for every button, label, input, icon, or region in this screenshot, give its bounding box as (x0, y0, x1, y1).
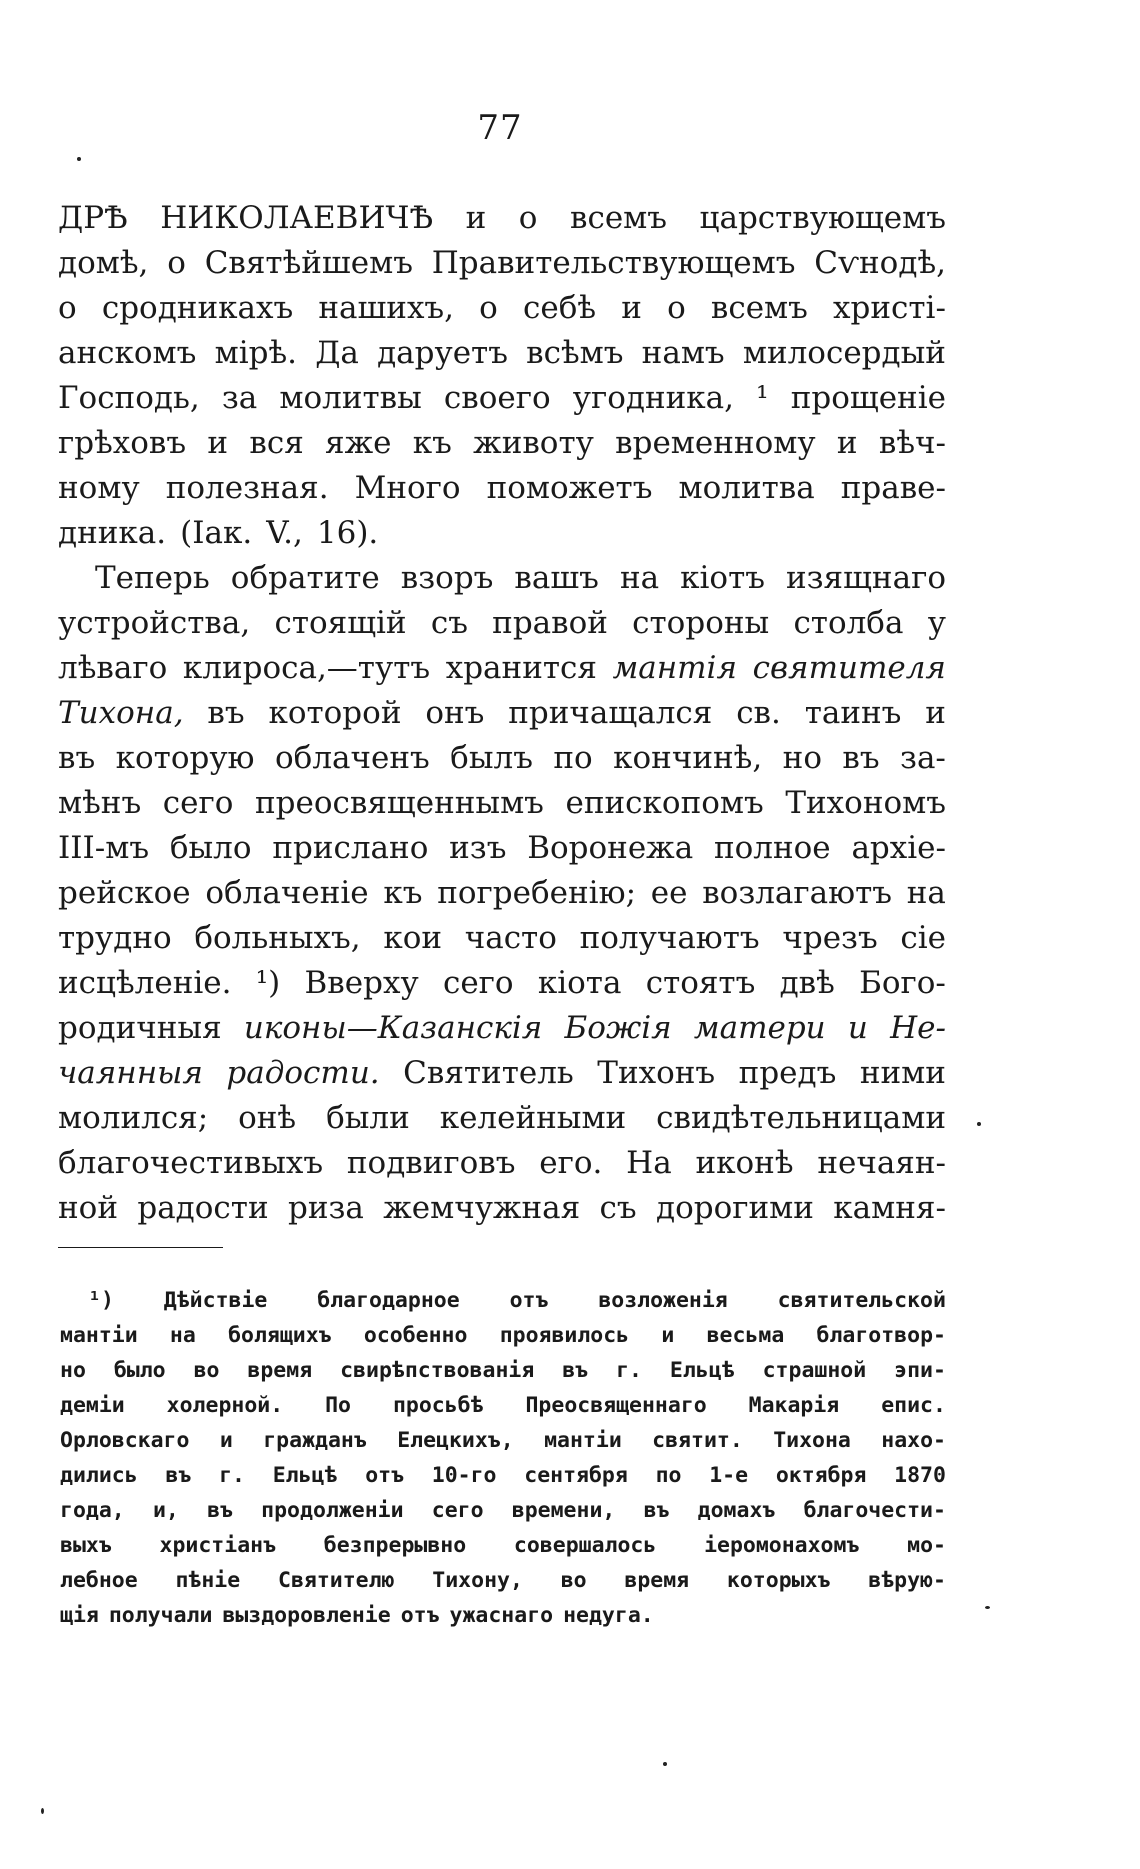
word: вашъ (514, 560, 599, 596)
word: времени, (511, 1498, 616, 1523)
word: безпрерывно (323, 1533, 467, 1558)
word: Святѣйшемъ (204, 245, 413, 281)
word: кои (383, 920, 443, 956)
word: недуга. (563, 1603, 654, 1628)
word: Сѵнодѣ, (814, 245, 946, 281)
word: домѣ, (58, 245, 149, 281)
word: двѣ (779, 965, 835, 1001)
word: Елецкихъ, (397, 1428, 514, 1453)
word: всемъ (710, 290, 808, 326)
word: за (221, 380, 258, 416)
footnote-line (60, 1563, 946, 1598)
word: Божія (564, 1010, 672, 1046)
word: благотвор- (816, 1323, 946, 1348)
word: отъ (400, 1603, 440, 1628)
word: мѣнъ (58, 785, 142, 821)
word: которой (268, 695, 402, 731)
scan-speck (41, 1808, 44, 1814)
word: полное (713, 830, 831, 866)
word: дились (60, 1463, 138, 1488)
word: иконы—Казанскія (243, 1010, 543, 1046)
word: на (169, 1323, 196, 1348)
footnote-line (60, 1493, 946, 1528)
scan-speck (977, 1122, 981, 1126)
word: 1-е (709, 1463, 749, 1488)
word: чаянныя (58, 1055, 203, 1091)
word: благодарное (317, 1288, 460, 1313)
word: жемчужная (383, 1190, 581, 1226)
text-line (58, 466, 946, 511)
word: въ (842, 740, 880, 776)
word: благочести- (803, 1498, 946, 1523)
word: нашихъ, (318, 290, 455, 326)
word: Орловскаго (60, 1428, 190, 1453)
word: нахо- (881, 1428, 946, 1453)
text-line (58, 1141, 946, 1186)
word: и (219, 1428, 233, 1453)
word: и (836, 425, 858, 461)
word: іеромонахомъ (704, 1533, 860, 1558)
word: 10-го (431, 1463, 497, 1488)
word: домахъ (697, 1498, 776, 1523)
word: св. (736, 695, 781, 731)
word: сего (162, 785, 234, 821)
word: за- (900, 740, 946, 776)
text-line (58, 1006, 946, 1051)
word: молитва (678, 470, 815, 506)
word: ужаснаго (449, 1603, 554, 1628)
word: даруетъ (377, 335, 508, 371)
word: временному (615, 425, 816, 461)
word: но (60, 1358, 86, 1383)
word: молитвы (279, 380, 422, 416)
word: таинъ (804, 695, 902, 731)
word: былъ (450, 740, 533, 776)
word: вѣч- (878, 425, 946, 461)
footnote-line (60, 1528, 946, 1563)
word: страшной (762, 1358, 867, 1383)
word: христі- (833, 290, 946, 326)
word: Да (315, 335, 359, 371)
word: кіота (537, 965, 622, 1001)
text-line (58, 511, 946, 556)
word: вѣрую- (868, 1568, 946, 1593)
word: о (667, 290, 686, 326)
word: христіанъ (159, 1533, 277, 1558)
word: время (624, 1568, 690, 1593)
word: кіотъ (680, 560, 765, 596)
text-line (58, 1051, 946, 1096)
word: подвиговъ (346, 1145, 516, 1181)
word: ¹) (88, 1288, 114, 1313)
word: лѣваго (58, 650, 168, 686)
word: по (655, 1463, 682, 1488)
word: На (626, 1145, 672, 1181)
word: Макарія (748, 1393, 840, 1418)
word: въ (207, 1498, 233, 1523)
word: III-мъ (58, 830, 150, 866)
word: о (518, 200, 538, 236)
footnote-divider (58, 1247, 223, 1248)
word: ной (58, 1190, 118, 1226)
word: и (925, 695, 946, 731)
word: дорогими (656, 1190, 814, 1226)
word: Преосвященнаго (525, 1393, 707, 1418)
word: на (619, 560, 660, 596)
word: клироса,—тутъ (182, 650, 431, 686)
word: келейными (439, 1100, 627, 1136)
word: мантіи (60, 1323, 138, 1348)
word: получаютъ (579, 920, 760, 956)
word: ному (58, 470, 140, 506)
word: болящихъ (228, 1323, 332, 1348)
word: возложенія (598, 1288, 728, 1313)
word: выздоровленіе (222, 1603, 391, 1628)
word: епископомъ (565, 785, 764, 821)
word: онѣ (238, 1100, 297, 1136)
text-line (58, 421, 946, 466)
word: родичныя (58, 1010, 222, 1046)
word: анскомъ (58, 335, 197, 371)
word: отъ (365, 1463, 405, 1488)
word: сего (442, 965, 514, 1001)
word: изящнаго (785, 560, 946, 596)
text-line (58, 1186, 946, 1231)
footnote-line (60, 1423, 946, 1458)
scan-speck (77, 157, 81, 161)
text-line (58, 826, 946, 871)
word: онъ (425, 695, 485, 731)
word: прислано (272, 830, 429, 866)
word: поможетъ (486, 470, 653, 506)
word: рейское (58, 875, 191, 911)
word: ¹ (756, 380, 769, 416)
word: пѣніе (175, 1568, 241, 1593)
word: лебное (60, 1568, 138, 1593)
word: ее (650, 875, 688, 911)
word: всемъ (570, 200, 667, 236)
word: о (167, 245, 186, 281)
word: столба (793, 605, 904, 641)
word: часто (464, 920, 557, 956)
word: всѣмъ (526, 335, 624, 371)
word: устройства, (58, 605, 251, 641)
word: мантіи (544, 1428, 622, 1453)
word: угодника, (572, 380, 735, 416)
word: г. (616, 1358, 642, 1383)
word: изъ (449, 830, 507, 866)
word: свидѣтельницами (656, 1100, 946, 1136)
word: нечаян- (817, 1145, 946, 1181)
word: милосердый (742, 335, 946, 371)
word: во (193, 1358, 220, 1383)
scan-speck (985, 1606, 990, 1609)
word: проявилось (499, 1323, 630, 1348)
text-line (58, 961, 946, 1006)
word: сродникахъ (101, 290, 294, 326)
word: Правительствующемъ (431, 245, 796, 281)
word: (Іак. (180, 515, 253, 551)
word: полезная. (165, 470, 329, 506)
word: больныхъ, (194, 920, 361, 956)
word: царствующемъ (699, 200, 946, 236)
text-line (58, 781, 946, 826)
text-line (58, 241, 946, 286)
word: Господь, (58, 380, 200, 416)
text-line (58, 331, 946, 376)
word: архіе- (851, 830, 946, 866)
word: октября (775, 1463, 867, 1488)
word: Святителю (278, 1568, 395, 1593)
word: радости (137, 1190, 269, 1226)
word: продолженіи (261, 1498, 404, 1523)
word: были (326, 1100, 410, 1136)
word: которую (115, 740, 255, 776)
word: и, (152, 1498, 179, 1523)
word: сего (431, 1498, 484, 1523)
word: на (906, 875, 946, 911)
word: Тихономъ (785, 785, 946, 821)
footnote-line (60, 1318, 946, 1353)
word: и (661, 1323, 675, 1348)
word: чрезъ (782, 920, 878, 956)
word: сіе (900, 920, 946, 956)
word: епис. (881, 1393, 946, 1418)
text-line (58, 601, 946, 646)
word: Бого- (859, 965, 946, 1001)
word: у (927, 605, 946, 641)
word: риза (287, 1190, 364, 1226)
word: о (479, 290, 498, 326)
word: исцѣленіе. (58, 965, 232, 1001)
footnote-line (60, 1388, 946, 1423)
word: облаченіе (205, 875, 369, 911)
word: холерной. (166, 1393, 284, 1418)
word: яже (325, 425, 392, 461)
word: по (553, 740, 593, 776)
word: во (560, 1568, 587, 1593)
word: въ (207, 695, 245, 731)
footnote (60, 1283, 946, 1633)
word: было (169, 830, 252, 866)
word: Тихона, (58, 695, 184, 731)
word: грѣховъ (58, 425, 187, 461)
word: Ельцѣ (272, 1463, 338, 1488)
word: благочестивыхъ (58, 1145, 324, 1181)
word: причащался (508, 695, 713, 731)
word: получали (108, 1603, 213, 1628)
word: въ (562, 1358, 589, 1383)
word: Святитель (403, 1055, 574, 1091)
text-line (58, 376, 946, 421)
main-text (58, 196, 946, 1231)
word: святительской (777, 1288, 946, 1313)
word: возлагаютъ (702, 875, 893, 911)
text-line (58, 736, 946, 781)
word: отъ (509, 1288, 549, 1313)
word: своего (443, 380, 551, 416)
word: Тихону, (432, 1568, 523, 1593)
word: гражданъ (263, 1428, 367, 1453)
word: Не- (890, 1010, 946, 1046)
word: въ (58, 740, 96, 776)
word: и (621, 290, 642, 326)
word: было (113, 1358, 166, 1383)
word: сентября (524, 1463, 628, 1488)
scan-speck (663, 1762, 667, 1766)
word: радости. (226, 1055, 380, 1091)
word: обратите (230, 560, 380, 596)
word: камня- (833, 1190, 946, 1226)
word: деміи (60, 1393, 125, 1418)
word: особенно (363, 1323, 468, 1348)
footnote-line (60, 1458, 946, 1493)
word: животу (473, 425, 594, 461)
word: облаченъ (275, 740, 430, 776)
word: вся (249, 425, 304, 461)
word: мірѣ. (214, 335, 297, 371)
text-line (58, 916, 946, 961)
word: къ (412, 425, 452, 461)
word: прощеніе (790, 380, 946, 416)
word: намъ (641, 335, 725, 371)
word: Тихона (773, 1428, 851, 1453)
word: взоръ (400, 560, 494, 596)
word: матери (693, 1010, 826, 1046)
word: Тихонъ (597, 1055, 716, 1091)
word: въ (643, 1498, 670, 1523)
word: стоящій (274, 605, 407, 641)
word: выхъ (60, 1533, 112, 1558)
word: мантія (612, 650, 738, 686)
word: погребенію; (437, 875, 637, 911)
word: которыхъ (726, 1568, 831, 1593)
word: съ (430, 605, 468, 641)
word: ними (859, 1055, 946, 1091)
word: святителя (752, 650, 946, 686)
text-line (58, 871, 946, 916)
text-line (58, 286, 946, 331)
word: его. (539, 1145, 603, 1181)
word: преосвященнымъ (255, 785, 544, 821)
footnote-line (60, 1598, 946, 1633)
word: щія (60, 1603, 99, 1628)
word: и (207, 425, 229, 461)
word: стоятъ (645, 965, 756, 1001)
word: Теперь (95, 560, 210, 596)
footnote-line (60, 1283, 946, 1318)
word: молился; (58, 1100, 209, 1136)
word: г. (219, 1463, 245, 1488)
word: ¹) (255, 965, 281, 1001)
word: и (465, 200, 487, 236)
word: дника. (58, 515, 167, 551)
text-line (58, 1096, 946, 1141)
word: съ (599, 1190, 637, 1226)
word: года, (60, 1498, 125, 1523)
word: себѣ (523, 290, 597, 326)
word: стороны (632, 605, 770, 641)
word: но (782, 740, 822, 776)
word: Много (354, 470, 461, 506)
text-line (58, 646, 946, 691)
word: трудно (58, 920, 172, 956)
text-line (58, 691, 946, 736)
word: эпи- (894, 1358, 946, 1383)
word: въ (165, 1463, 192, 1488)
word: весьма (706, 1323, 785, 1348)
word: кончинѣ, (613, 740, 763, 776)
word: свирѣпствованія (340, 1358, 535, 1383)
word: правой (492, 605, 608, 641)
word: къ (383, 875, 423, 911)
text-line (58, 556, 946, 601)
word: ДРѢ (58, 200, 128, 236)
word: святит. (652, 1428, 743, 1453)
word: Дѣйствіе (163, 1288, 268, 1313)
word: совершалось (513, 1533, 657, 1558)
word: предъ (738, 1055, 837, 1091)
word: 1870 (894, 1463, 946, 1488)
word: Воронежа (527, 830, 694, 866)
word: время (247, 1358, 313, 1383)
word: хранится (445, 650, 597, 686)
word: По (325, 1393, 351, 1418)
word: мо- (907, 1533, 946, 1558)
page-number: 77 (477, 108, 523, 148)
word: иконѣ (695, 1145, 794, 1181)
word: Вверху (304, 965, 419, 1001)
word: просьбѣ (392, 1393, 484, 1418)
footnote-line (60, 1353, 946, 1388)
word: НИКОЛАЕВИЧѢ (160, 200, 434, 236)
word: 16). (316, 515, 379, 551)
word: о (58, 290, 77, 326)
word: и (847, 1010, 868, 1046)
word: Ельцѣ (669, 1358, 735, 1383)
word: праве- (840, 470, 946, 506)
word: V., (266, 515, 303, 551)
text-line (58, 196, 946, 241)
